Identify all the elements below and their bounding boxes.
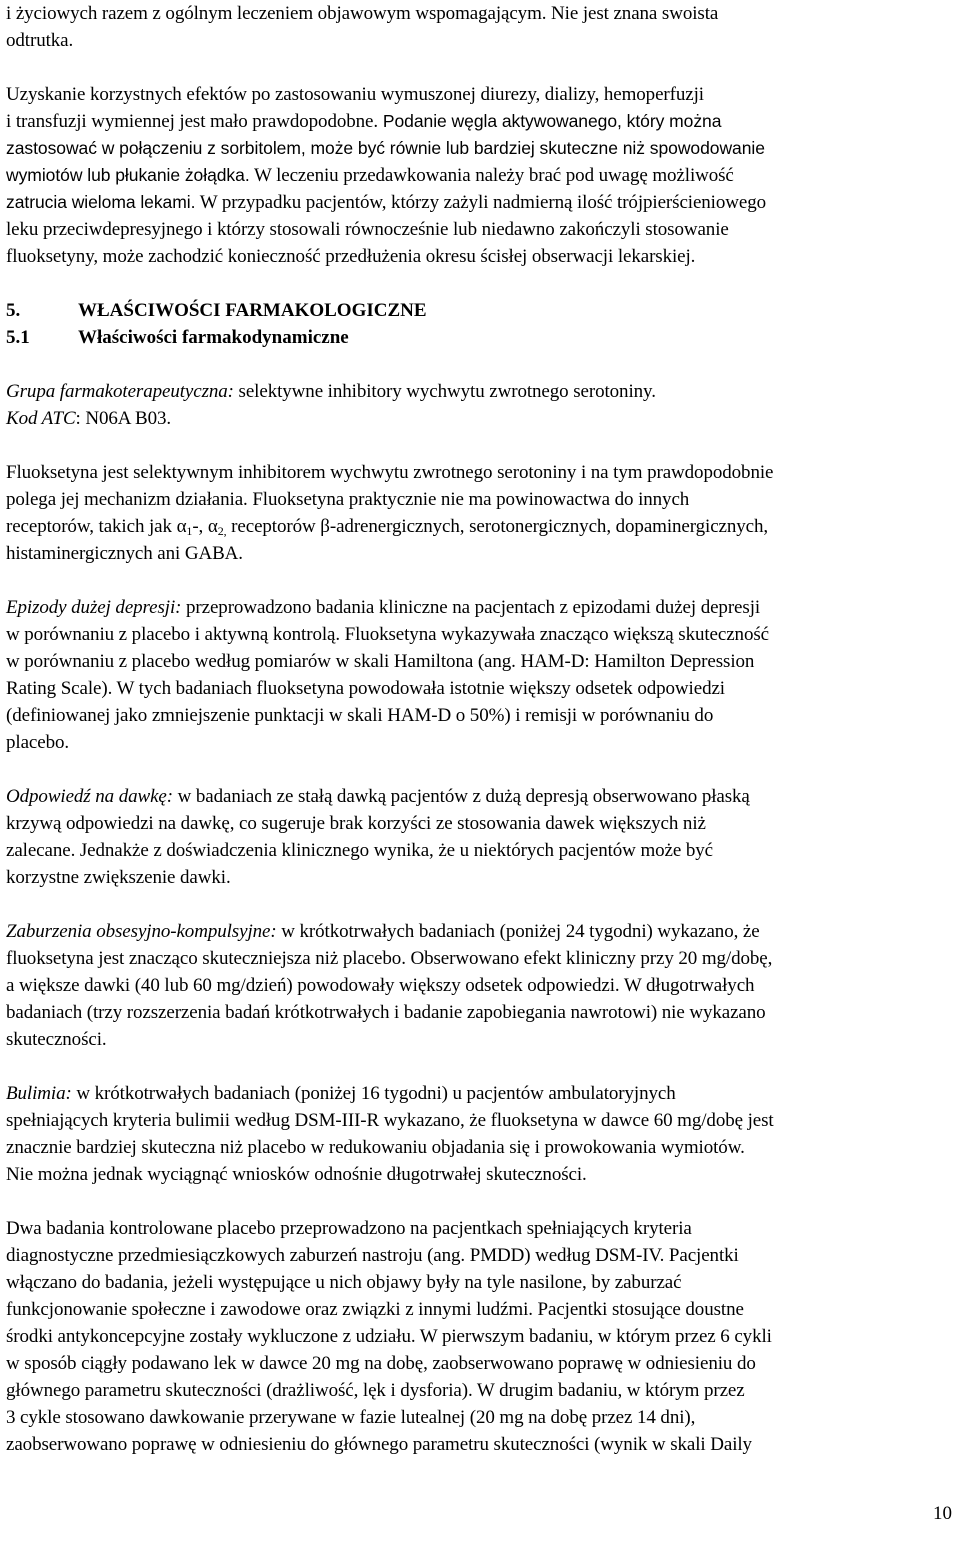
text-line: włączano do badania, jeżeli występujące u nich objawy były na tyle nasilone, by zaburzać (6, 1272, 682, 1293)
text-line: odtrutka. (6, 30, 74, 51)
subsection-title: Właściwości farmakodynamiczne (78, 327, 349, 348)
label-italic: Kod ATC (6, 408, 76, 429)
text-line: i życiowych razem z ogólnym leczeniem objawowym wspomagającym. Nie jest znana swoista (6, 3, 719, 24)
text-line: głównego parametru skuteczności (drażliwość, lęk i dysforia). W drugim badaniu, w którym przez (6, 1380, 745, 1401)
text-line: w sposób ciągły podawano lek w dawce 20 mg na dobę, zaobserwowano poprawę w odniesieniu do (6, 1353, 756, 1374)
paragraph-ocd (6, 918, 954, 1053)
text-line: skuteczności. (6, 1029, 107, 1050)
paragraph-dose-response (6, 783, 954, 891)
label-italic: Grupa farmakoterapeutyczna: (6, 381, 234, 402)
text-line: 3 cykle stosowano dawkowanie przerywane w fazie lutealnej (20 mg na dobę przez 14 dni), (6, 1407, 696, 1428)
text-line: fluoksetyny, może zachodzić konieczność przedłużenia okresu ścisłej obserwacji lekarskiej. (6, 246, 696, 267)
text-line: Zaburzenia obsesyjno-kompulsyjne: w krótkotrwałych badaniach (poniżej 24 tygodni) wykazano, że (6, 921, 760, 942)
text-line: znacznie bardziej skuteczna niż placebo w redukowaniu objadania się i prowokowania wymiotów. (6, 1137, 745, 1158)
text-line: Fluoksetyna jest selektywnym inhibitorem wychwytu zwrotnego serotoniny i na tym prawdopodobnie (6, 462, 774, 483)
text-line: spełniających kryteria bulimii według DSM-III-R wykazano, że fluoksetyna w dawce 60 mg/dobę jest (6, 1110, 774, 1131)
text-line: a większe dawki (40 lub 60 mg/dzień) powodowały większy odsetek odpowiedzi. W długotrwałych (6, 975, 755, 996)
label-italic: Epizody dużej depresji: (6, 597, 182, 618)
text-line: Dwa badania kontrolowane placebo przeprowadzono na pacjentkach spełniających kryteria (6, 1218, 692, 1239)
text-line: placebo. (6, 732, 70, 753)
text-line: zastosować w połączeniu z sorbitolem, może być równie lub bardziej skuteczne niż spowodowanie (6, 138, 765, 158)
section-number: 5. (6, 300, 21, 321)
paragraph-pmdd (6, 1215, 954, 1458)
text-line: korzystne zwiększenie dawki. (6, 867, 231, 888)
text-line: wymiotów lub płukanie żołądka. W leczeniu przedawkowania należy brać pod uwagę możliwość (6, 165, 734, 186)
text-line: i transfuzji wymiennej jest mało prawdopodobne. Podanie węgla aktywowanego, który można (6, 111, 722, 132)
document-page (6, 0, 954, 1458)
text-line: Uzyskanie korzystnych efektów po zastosowaniu wymuszonej diurezy, dializy, hemoperfuzji (6, 84, 704, 105)
text-line: polega jej mechanizm działania. Fluoksetyna praktycznie nie ma powinowactwa do innych (6, 489, 690, 510)
text-line: zalecane. Jednakże z doświadczenia klinicznego wynika, że u niektórych pacjentów może być (6, 840, 713, 861)
text-line: w porównaniu z placebo i aktywną kontrolą. Fluoksetyna wykazywała znacząco większą skuteczność (6, 624, 769, 645)
paragraph-bulimia (6, 1080, 954, 1188)
text-line: krzywą odpowiedzi na dawkę, co sugeruje brak korzyści ze stosowania dawek większych niż (6, 813, 706, 834)
text-line: zaobserwowano poprawę w odniesieniu do głównego parametru skuteczności (wynik w skali Daily (6, 1434, 752, 1455)
text-line: receptorów, takich jak $\alpha_1-$, $\alpha_{2,}$ receptorów β-adrenergicznych, serotonergicznych, dopaminergicznych, (6, 516, 769, 538)
text-line: leku przeciwdepresyjnego i którzy stosowali równocześnie lub niedawno zakończyli stosowanie (6, 219, 729, 240)
paragraph-pharmacotherapeutic-group (6, 378, 954, 432)
alpha-symbol: α (176, 516, 187, 537)
text-line: Bulimia: w krótkotrwałych badaniach (poniżej 16 tygodni) u pacjentów ambulatoryjnych (6, 1083, 676, 1104)
page-number: 10 (933, 1503, 952, 1524)
text-line: histaminergicznych ani GABA. (6, 543, 243, 564)
beta-symbol: β (320, 516, 330, 537)
text-line: diagnostyczne przedmiesiączkowych zaburzeń nastroju (ang. PMDD) według DSM-IV. Pacjentki (6, 1245, 739, 1266)
text-line: Odpowiedź na dawkę: w badaniach ze stałą dawką pacjentów z dużą depresją obserwowano płaską (6, 786, 750, 807)
subsection-number: 5.1 (6, 327, 30, 348)
text-line: Epizody dużej depresji: przeprowadzono badania kliniczne na pacjentach z epizodami dużej depresji (6, 597, 761, 618)
text-line: badaniach (trzy rozszerzenia badań krótkotrwałych i badanie zapobiegania nawrotowi) nie wykazano (6, 1002, 766, 1023)
text-line: Grupa farmakoterapeutyczna: selektywne inhibitory wychwytu zwrotnego serotoniny. (6, 381, 656, 402)
label-italic: Zaburzenia obsesyjno-kompulsyjne: (6, 921, 277, 942)
section-title: WŁAŚCIWOŚCI FARMAKOLOGICZNE (78, 300, 427, 321)
alpha-symbol: α (207, 516, 218, 537)
paragraph-diuresis (6, 81, 954, 270)
text-line: (definiowanej jako zmniejszenie punktacji w skali HAM-D o 50%) i remisji w porównaniu do (6, 705, 714, 726)
label-italic: Bulimia: (6, 1083, 72, 1104)
text-line: w porównaniu z placebo według pomiarów w skali Hamiltona (ang. HAM-D: Hamilton Depression (6, 651, 755, 672)
text-line: funkcjonowanie społeczne i zawodowe oraz związki z innymi ludźmi. Pacjentki stosujące doustne (6, 1299, 744, 1320)
paragraph-major-depression (6, 594, 954, 756)
paragraph-mechanism (6, 459, 954, 567)
subsection-heading (6, 324, 954, 351)
text-line: zatrucia wieloma lekami. W przypadku pacjentów, którzy zażyli nadmierną ilość trójpierścieniowego (6, 192, 767, 213)
paragraph-overdose-treatment (6, 0, 954, 54)
text-line: fluoksetyna jest znacząco skuteczniejsza niż placebo. Obserwowano efekt kliniczny przy 20 mg/dobę, (6, 948, 773, 969)
text-line: Nie można jednak wyciągnąć wniosków odnośnie długotrwałej skuteczności. (6, 1164, 587, 1185)
section-heading (6, 297, 954, 324)
text-line: Kod ATC: N06A B03. (6, 408, 172, 429)
text-line: Rating Scale). W tych badaniach fluoksetyna powodowała istotnie większy odsetek odpowiedzi (6, 678, 725, 699)
label-italic: Odpowiedź na dawkę: (6, 786, 173, 807)
text-line: środki antykoncepcyjne zostały wykluczone z udziału. W pierwszym badaniu, w którym przez 6 cykli (6, 1326, 772, 1347)
